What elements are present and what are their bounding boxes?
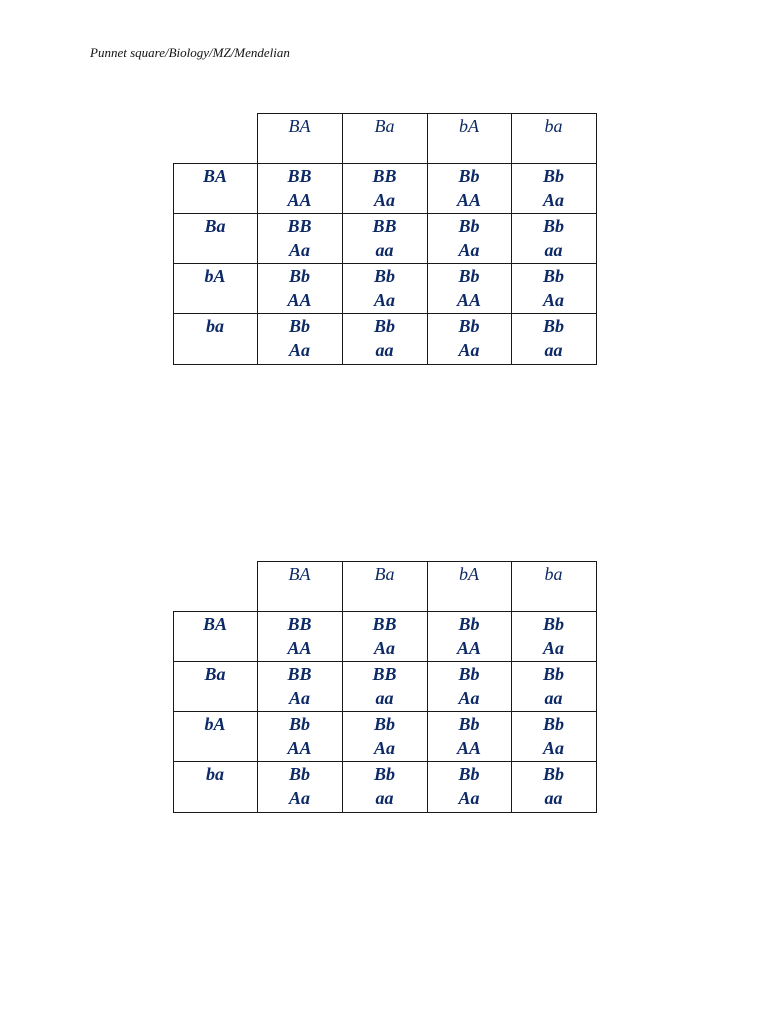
grid-line [511, 113, 512, 365]
genotype-b-locus: Bb [542, 764, 564, 784]
genotype-b-locus: BB [372, 664, 397, 684]
column-gamete-label: BA [288, 564, 311, 584]
genotype-b-locus: Bb [458, 614, 480, 634]
column-gamete-label: ba [544, 116, 563, 136]
grid-line [257, 561, 258, 813]
genotype-b-locus: Bb [373, 714, 395, 734]
column-gamete-label: BA [288, 116, 311, 136]
genotype-b-locus: Bb [542, 166, 564, 186]
genotype-a-locus: AA [287, 738, 312, 758]
genotype-b-locus: Bb [458, 266, 480, 286]
genotype-b-locus: BB [372, 166, 397, 186]
grid-line [427, 113, 428, 365]
column-gamete-label: bA [459, 564, 479, 584]
genotype-b-locus: Bb [542, 714, 564, 734]
row-gamete-label: bA [204, 714, 226, 734]
genotype-a-locus: aa [375, 240, 394, 260]
genotype-a-locus: Aa [288, 788, 310, 808]
genotype-b-locus: Bb [373, 266, 395, 286]
genotype-b-locus: Bb [373, 764, 395, 784]
genotype-a-locus: Aa [373, 290, 395, 310]
genotype-b-locus: BB [372, 614, 397, 634]
genotype-a-locus: Aa [458, 688, 480, 708]
genotype-a-locus: aa [544, 788, 563, 808]
grid-line [173, 611, 174, 813]
genotype-a-locus: AA [456, 190, 481, 210]
row-gamete-label: ba [206, 764, 224, 784]
grid-line [173, 364, 597, 365]
genotype-b-locus: Bb [458, 764, 480, 784]
genotype-a-locus: AA [456, 638, 481, 658]
genotype-a-locus: aa [544, 688, 563, 708]
row-gamete-label: ba [206, 316, 224, 336]
genotype-a-locus: Aa [373, 738, 395, 758]
genotype-b-locus: Bb [458, 714, 480, 734]
genotype-a-locus: AA [456, 738, 481, 758]
punnett-square [173, 561, 596, 812]
page-header: Punnet square/Biology/MZ/Mendelian [90, 45, 290, 60]
genotype-a-locus: Aa [458, 340, 480, 360]
grid-line [596, 561, 597, 813]
column-gamete-label: Ba [374, 116, 395, 136]
genotype-b-locus: Bb [458, 166, 480, 186]
genotype-b-locus: Bb [458, 316, 480, 336]
genotype-a-locus: aa [544, 240, 563, 260]
genotype-a-locus: Aa [458, 788, 480, 808]
genotype-b-locus: Bb [288, 764, 310, 784]
grid-line [596, 113, 597, 365]
genotype-b-locus: Bb [542, 316, 564, 336]
genotype-b-locus: Bb [458, 664, 480, 684]
genotype-b-locus: Bb [542, 216, 564, 236]
genotype-a-locus: Aa [288, 688, 310, 708]
genotype-a-locus: Aa [288, 340, 310, 360]
row-gamete-label: BA [202, 614, 227, 634]
grid-line [173, 812, 597, 813]
grid-line [342, 561, 343, 813]
genotype-b-locus: Bb [288, 266, 310, 286]
genotype-b-locus: Bb [288, 714, 310, 734]
punnett-square [173, 113, 596, 364]
grid-line [342, 113, 343, 365]
genotype-a-locus: aa [375, 788, 394, 808]
row-gamete-label: Ba [204, 216, 226, 236]
genotype-a-locus: Aa [542, 738, 564, 758]
genotype-a-locus: Aa [373, 190, 395, 210]
genotype-a-locus: Aa [373, 638, 395, 658]
genotype-a-locus: Aa [542, 638, 564, 658]
genotype-a-locus: Aa [542, 290, 564, 310]
genotype-b-locus: BB [287, 664, 312, 684]
genotype-a-locus: Aa [458, 240, 480, 260]
column-gamete-label: bA [459, 116, 479, 136]
genotype-b-locus: BB [287, 166, 312, 186]
genotype-a-locus: AA [287, 638, 312, 658]
genotype-b-locus: Bb [542, 664, 564, 684]
genotype-b-locus: Bb [373, 316, 395, 336]
genotype-a-locus: Aa [288, 240, 310, 260]
grid-line [173, 163, 174, 365]
genotype-b-locus: BB [287, 614, 312, 634]
genotype-b-locus: Bb [542, 266, 564, 286]
genotype-a-locus: aa [544, 340, 563, 360]
grid-line [257, 113, 258, 365]
genotype-a-locus: aa [375, 340, 394, 360]
row-gamete-label: Ba [204, 664, 226, 684]
genotype-a-locus: AA [456, 290, 481, 310]
grid-line [427, 561, 428, 813]
column-gamete-label: Ba [374, 564, 395, 584]
genotype-b-locus: Bb [458, 216, 480, 236]
grid-line [511, 561, 512, 813]
genotype-a-locus: Aa [542, 190, 564, 210]
genotype-a-locus: AA [287, 190, 312, 210]
row-gamete-label: BA [202, 166, 227, 186]
genotype-a-locus: AA [287, 290, 312, 310]
genotype-b-locus: BB [372, 216, 397, 236]
genotype-b-locus: BB [287, 216, 312, 236]
genotype-b-locus: Bb [288, 316, 310, 336]
genotype-a-locus: aa [375, 688, 394, 708]
genotype-b-locus: Bb [542, 614, 564, 634]
row-gamete-label: bA [204, 266, 226, 286]
column-gamete-label: ba [544, 564, 563, 584]
